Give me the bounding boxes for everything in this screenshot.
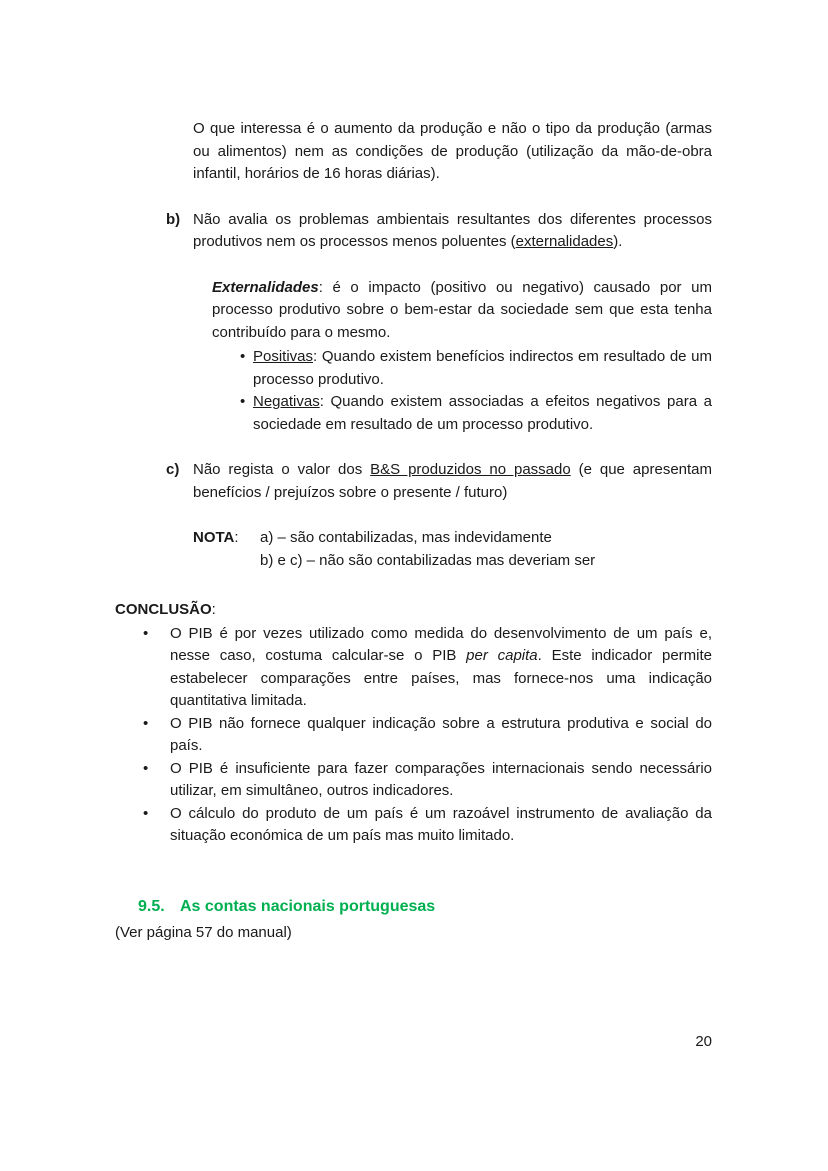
externalidades-definition: Externalidades: é o impacto (positivo ou negativo) causado por um processo produtivo sobre o bem-estar da sociedade sem que esta tenha contribuído para o mesmo. [212, 278, 712, 341]
list-item [143, 758, 712, 803]
bullet-icon: • [143, 804, 149, 822]
negativas-text: Negativas: Quando existem associadas a efeitos negativos para a sociedade em resultado de um processo produtivo. [253, 393, 712, 433]
bullet-icon: • [143, 714, 149, 732]
externalidades-block [212, 277, 712, 437]
list-item-c [166, 459, 712, 504]
list-item [240, 391, 712, 436]
section-subtitle: (Ver página 57 do manual) [115, 923, 292, 941]
nota-line: b) e c) – não são contabilizadas mas deveriam ser [260, 551, 596, 569]
conclusao-bullet-text: O PIB não fornece qualquer indicação sobre a estrutura produtiva e social do país. [170, 714, 712, 754]
list-item-b [166, 209, 712, 254]
conclusao-heading: CONCLUSÃO: [115, 601, 216, 618]
page-content [115, 118, 712, 944]
nota-block [193, 527, 712, 572]
list-item [143, 713, 712, 758]
nota-label: NOTA: [193, 529, 239, 546]
conclusao-bullets [115, 623, 712, 848]
list-item-b-text: Não avalia os problemas ambientais resultantes dos diferentes processos produtivos nem os processos menos poluentes (externalidades). [193, 210, 712, 250]
section-title: As contas nacionais portuguesas [180, 897, 436, 915]
list-item-c-text: Não regista o valor dos B&S produzidos no passado (e que apresentam benefícios / prejuízos sobre o presente / futuro) [193, 461, 713, 501]
bullet-icon: • [240, 348, 246, 365]
section-number: 9.5. [138, 897, 165, 915]
section-heading [138, 895, 712, 919]
bullet-icon: • [240, 393, 246, 410]
list-item [143, 623, 712, 713]
bullet-icon: • [143, 624, 149, 642]
conclusao-bullet-text: O PIB é por vezes utilizado como medida do desenvolvimento de um país e, nesse caso, costuma calcular-se o PIB per capita. Este indicador permite estabelecer comparações entre países, mas fornece-nos uma indicação quantitativa limitada. [170, 624, 712, 709]
conclusao-bullet-text: O cálculo do produto de um país é um razoável instrumento de avaliação da situação económica de um país mas muito limitado. [170, 804, 712, 844]
nota-line: a) – são contabilizadas, mas indevidamente [260, 529, 552, 546]
list-item-b-label: b) [166, 210, 181, 228]
list-item [143, 803, 712, 848]
list-item [240, 346, 712, 391]
list-item-c-label: c) [166, 461, 180, 478]
nota-lines [260, 527, 712, 572]
intro-paragraph: O que interessa é o aumento da produção e não o tipo da produção (armas ou alimentos) nem as condições de produção (utilização da mão-de-obra infantil, horários de 16 horas diárias). [193, 120, 712, 182]
conclusao-bullet-text: O PIB é insuficiente para fazer comparações internacionais sendo necessário utilizar, em simultâneo, outros indicadores. [170, 759, 712, 799]
positivas-text: Positivas: Quando existem benefícios indirectos em resultado de um processo produtivo. [253, 348, 712, 388]
page-number: 20 [695, 1033, 712, 1050]
bullet-icon: • [143, 759, 149, 777]
